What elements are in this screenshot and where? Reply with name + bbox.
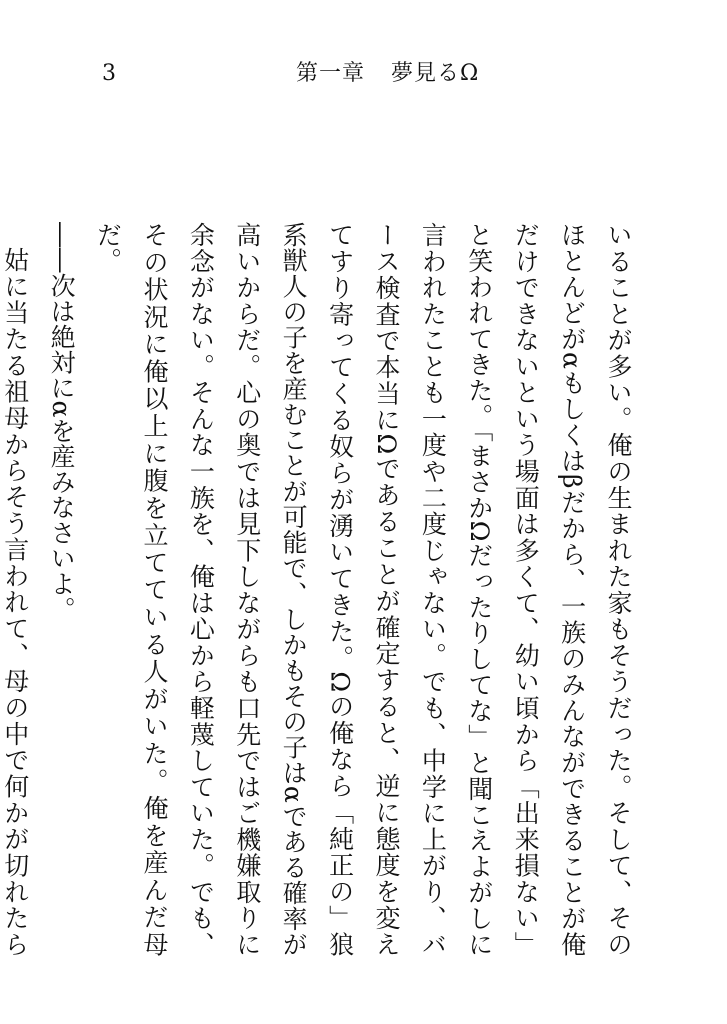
chapter-label: 第一章 [296, 61, 366, 86]
dialogue-line: ――次は絶対にαを産みなさいよ。 [47, 222, 77, 622]
paragraph: いることが多い。俺の生まれた家もそうだった。そして、そのほとんどがαもしくはβだから、一族のみんなができることが俺だけできないという場面は多くて、幼い頃から「出来損ない」と笑われてきた。「まさかΩだったりしてな」と聞こえよがしに言われたことも一度や二度じゃない。でも、中学に上がり、バース検査で本当にΩであることが確定すると、逆に態度を変えてすり寄ってくる奴らが湧いてきた。Ωの俺なら「純正の」狼系獣人の子を産むことが可能で、しかもその子はαである確率が高いからだ。心の奥では見下しながらも口先ではご機嫌取りに余念がない。そんな一族を、俺は心から軽蔑していた。でも、その状況に俺以上に腹を立てている人がいた。俺を産んだ母だ。 [93, 222, 633, 957]
vertical-body-text [0, 222, 641, 957]
chapter-title: 夢見るΩ [391, 61, 480, 86]
paragraph: 姑に当たる祖母からそう言われて、母の中で何かが切れたら [0, 247, 30, 957]
running-header [296, 60, 479, 88]
page-number: 3 [102, 61, 116, 86]
